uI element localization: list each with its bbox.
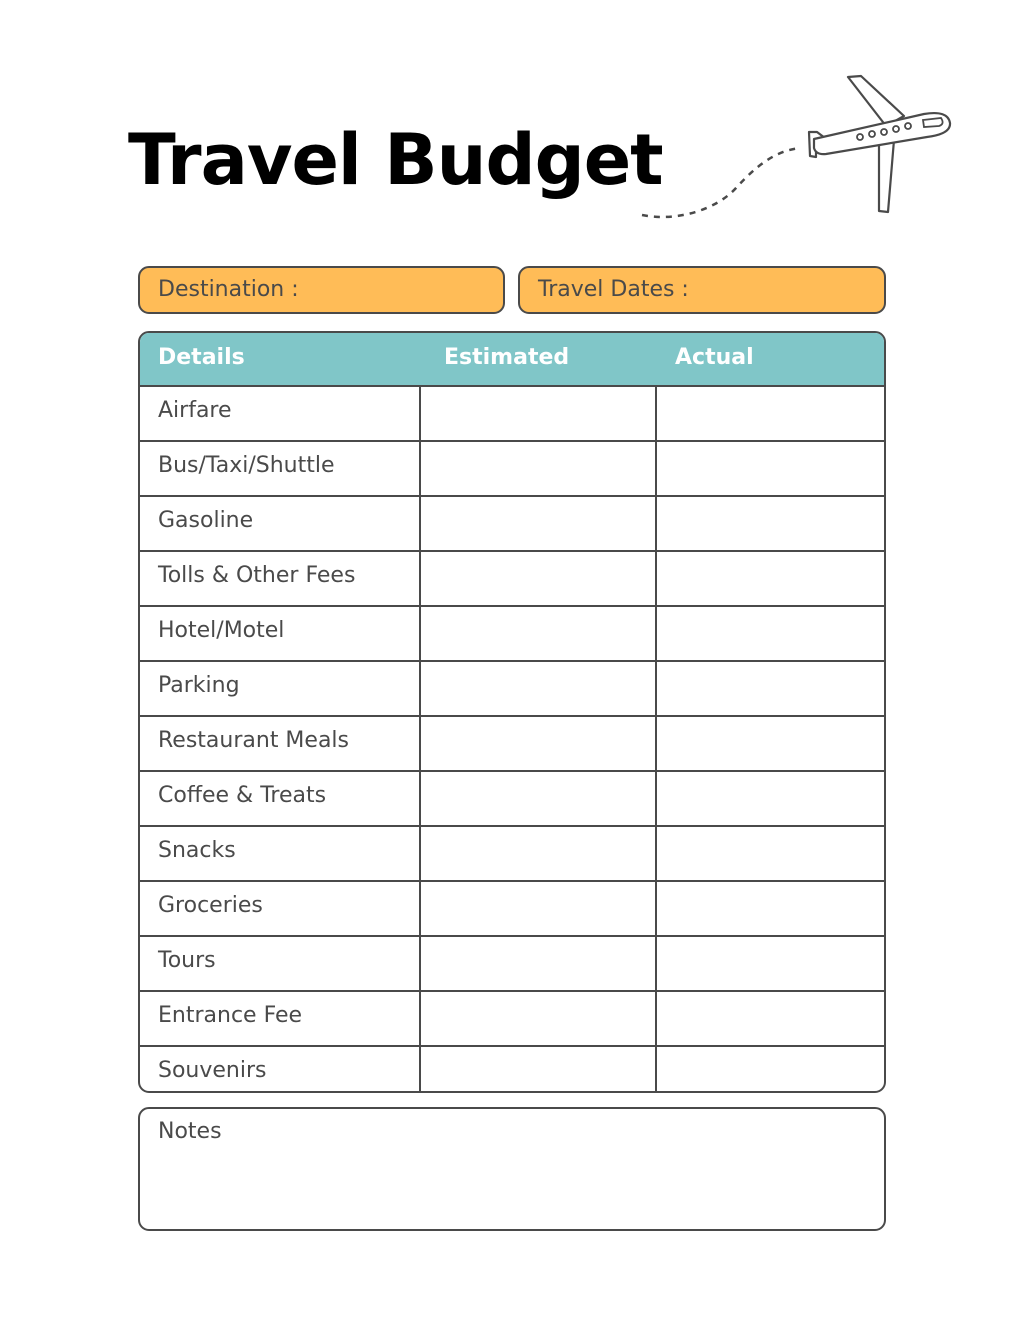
estimated-cell[interactable] [420,992,656,1045]
actual-cell[interactable] [656,497,886,550]
row-label: Souvenirs [158,1058,267,1083]
destination-field[interactable] [138,266,505,314]
table-row [140,827,884,882]
actual-cell[interactable] [656,662,886,715]
row-label: Entrance Fee [158,1003,303,1028]
estimated-cell[interactable] [420,387,656,440]
actual-cell[interactable] [656,937,886,990]
estimated-cell[interactable] [420,772,656,825]
table-row [140,442,884,497]
estimated-cell[interactable] [420,827,656,880]
row-label: Groceries [158,893,263,918]
table-row [140,1047,884,1093]
column-divider [419,387,421,1091]
table-row [140,497,884,552]
header-details: Details [158,345,245,370]
column-divider [655,387,657,1091]
table-row [140,387,884,442]
table-row [140,607,884,662]
actual-cell[interactable] [656,882,886,935]
row-label: Bus/Taxi/Shuttle [158,453,335,478]
table-row [140,717,884,772]
travel-dates-label: Travel Dates : [538,277,689,302]
actual-cell[interactable] [656,772,886,825]
row-label: Gasoline [158,508,254,533]
table-header [140,333,884,387]
actual-cell[interactable] [656,607,886,660]
row-label: Restaurant Meals [158,728,350,753]
actual-cell[interactable] [656,442,886,495]
table-row [140,882,884,937]
row-label: Coffee & Treats [158,783,327,808]
actual-cell[interactable] [656,992,886,1045]
estimated-cell[interactable] [420,607,656,660]
airplane-icon [636,70,956,225]
actual-cell[interactable] [656,1047,886,1093]
estimated-cell[interactable] [420,882,656,935]
header-actual: Actual [675,345,754,370]
actual-cell[interactable] [656,717,886,770]
dashed-flight-path [642,148,801,217]
row-label: Parking [158,673,240,698]
estimated-cell[interactable] [420,497,656,550]
destination-label: Destination : [158,277,299,302]
budget-table [138,331,886,1093]
actual-cell[interactable] [656,827,886,880]
table-row [140,937,884,992]
table-row [140,552,884,607]
header-estimated: Estimated [444,345,570,370]
row-label: Airfare [158,398,232,423]
actual-cell[interactable] [656,552,886,605]
table-row [140,772,884,827]
row-label: Tolls & Other Fees [158,563,356,588]
estimated-cell[interactable] [420,1047,656,1093]
row-label: Hotel/Motel [158,618,285,643]
notes-label: Notes [158,1119,222,1144]
page-title: Travel Budget [128,119,663,201]
row-label: Tours [158,948,216,973]
estimated-cell[interactable] [420,937,656,990]
notes-box[interactable] [138,1107,886,1231]
table-row [140,662,884,717]
actual-cell[interactable] [656,387,886,440]
estimated-cell[interactable] [420,662,656,715]
travel-dates-field[interactable] [518,266,886,314]
estimated-cell[interactable] [420,552,656,605]
estimated-cell[interactable] [420,717,656,770]
estimated-cell[interactable] [420,442,656,495]
table-row [140,992,884,1047]
row-label: Snacks [158,838,236,863]
